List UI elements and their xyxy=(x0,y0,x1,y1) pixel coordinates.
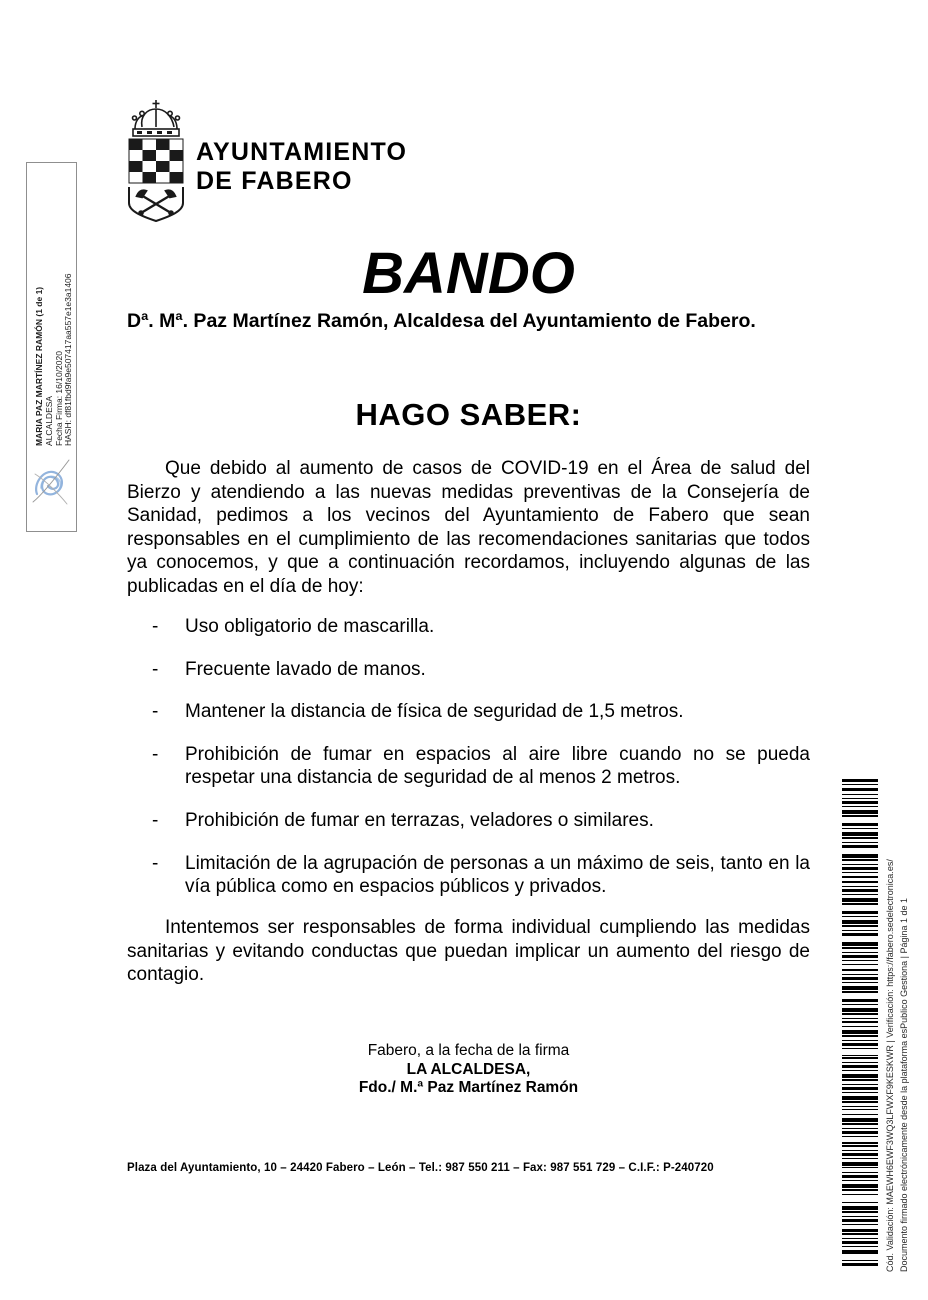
coat-of-arms-icon xyxy=(127,99,185,223)
dash-marker: - xyxy=(152,809,159,831)
measures-list xyxy=(152,615,810,918)
signature-block xyxy=(127,1042,810,1098)
list-item-text: Uso obligatorio de mascarilla. xyxy=(185,616,435,637)
dash-marker: - xyxy=(152,701,159,723)
left-signature-stamp-text xyxy=(35,250,74,446)
list-item xyxy=(152,743,810,790)
municipality-name-line1: AYUNTAMIENTO xyxy=(196,138,408,166)
list-item xyxy=(152,852,810,899)
dash-marker: - xyxy=(152,616,159,637)
list-item-text: Limitación de la agrupación de personas a un máximo de seis, tanto en la vía pública como en espacios públicos y privados. xyxy=(185,852,810,898)
right-validation-stamp-text xyxy=(884,772,911,1272)
intro-statement: Dª. Mª. Paz Martínez Ramón, Alcaldesa del Ayuntamiento de Fabero. xyxy=(127,310,756,332)
body-paragraph-1: Que debido al aumento de casos de COVID-19 en el Área de salud del Bierzo y atendiendo a las nuevas medidas preventivas de la Consejería de Sanidad, pedimos a los vecinos del Ayuntamiento de Fabero que sean responsables en el cumplimiento de las recomendaciones sanitarias que todos ya conocemos, y que a continuación recordamos, incluyendo algunas de las publicadas en el día de hoy: xyxy=(127,458,810,597)
list-item-text: Mantener la distancia de física de seguridad de 1,5 metros. xyxy=(185,701,684,723)
signature-role-line: LA ALCALDESA, xyxy=(406,1060,531,1078)
hago-saber-heading: HAGO SABER: xyxy=(355,397,582,432)
signature-place-line: Fabero, a la fecha de la firma xyxy=(367,1042,570,1059)
list-item-text: Prohibición de fumar en terrazas, veladores o similares. xyxy=(185,809,654,831)
document-title: BANDO xyxy=(362,241,575,306)
list-item xyxy=(152,615,810,639)
list-item-text: Frecuente lavado de manos. xyxy=(185,658,426,680)
list-item-text: Prohibición de fumar en espacios al aire libre cuando no se pueda respetar una distancia de seguridad de al menos 2 metros. xyxy=(185,743,810,789)
signature-signed-line: Fdo./ M.ª Paz Martínez Ramón xyxy=(358,1079,579,1096)
list-item xyxy=(152,658,810,682)
municipality-name-line2: DE FABERO xyxy=(196,167,353,195)
platform-line: Documento firmado electrónicamente desde la plataforma esPublico Gestiona | Página 1 de 1 xyxy=(898,897,909,1272)
barcode-icon xyxy=(842,777,878,1267)
dash-marker: - xyxy=(152,658,159,680)
footer-contact-line: Plaza del Ayuntamiento, 10 – 24420 Fabero – León – Tel.: 987 550 211 – Fax: 987 551 729 – C.I.F.: P-240720 xyxy=(127,1162,714,1174)
validation-code-line: Cód. Validación: MAEWH6EWF3WQ3LFWXF9KESKWR | Verificación: https://fabero.sedelectronica.es/ xyxy=(885,859,895,1272)
signature-scribble-icon xyxy=(31,450,71,508)
list-item xyxy=(152,809,810,833)
stamp-hash: HASH: df81fbd9fa9e507417aa557e1e3a1406 xyxy=(63,273,74,446)
stamp-signer-role: ALCALDESA xyxy=(43,395,54,446)
stamp-signature-date: Fecha Firma: 16/10/2020 xyxy=(53,351,64,446)
municipality-name xyxy=(196,138,407,196)
list-item xyxy=(152,700,810,724)
body-paragraph-2: Intentemos ser responsables de forma individual cumpliendo las medidas sanitarias y evitando conductas que puedan implicar un aumento del riesgo de contagio. xyxy=(127,917,810,986)
dash-marker: - xyxy=(152,852,159,874)
dash-marker: - xyxy=(152,743,159,765)
stamp-signer-name: MARIA PAZ MARTÍNEZ RAMÓN (1 de 1) xyxy=(34,286,44,446)
